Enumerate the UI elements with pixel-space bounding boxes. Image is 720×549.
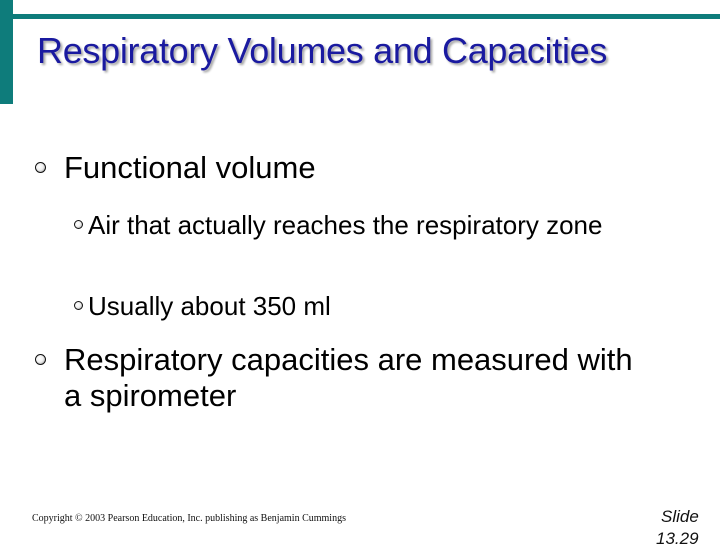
accent-bar-top bbox=[13, 14, 720, 19]
sub-bullet-text: Usually about 350 ml bbox=[88, 291, 331, 321]
bullet-dot-icon bbox=[35, 354, 46, 365]
sub-bullet-item-air-reaches-zone bbox=[74, 210, 634, 240]
sub-bullet-text: Air that actually reaches the respiratory zone bbox=[88, 210, 603, 240]
slide-label: Slide bbox=[661, 507, 699, 526]
slide-number: 13.29 bbox=[656, 529, 699, 548]
bullet-dot-icon bbox=[74, 301, 83, 310]
bullet-item-functional-volume bbox=[35, 150, 316, 186]
bullet-item-respiratory-capacities bbox=[35, 342, 655, 414]
slide-title: Respiratory Volumes and Capacities bbox=[37, 30, 608, 71]
sub-bullet-item-usually-350ml bbox=[74, 291, 331, 321]
bullet-dot-icon bbox=[74, 220, 83, 229]
bullet-text: Respiratory capacities are measured with a spirometer bbox=[64, 342, 633, 413]
copyright-notice: Copyright © 2003 Pearson Education, Inc. publishing as Benjamin Cummings bbox=[32, 513, 346, 524]
bullet-text: Functional volume bbox=[64, 150, 316, 185]
bullet-dot-icon bbox=[35, 162, 46, 173]
accent-bar-left bbox=[0, 0, 13, 104]
